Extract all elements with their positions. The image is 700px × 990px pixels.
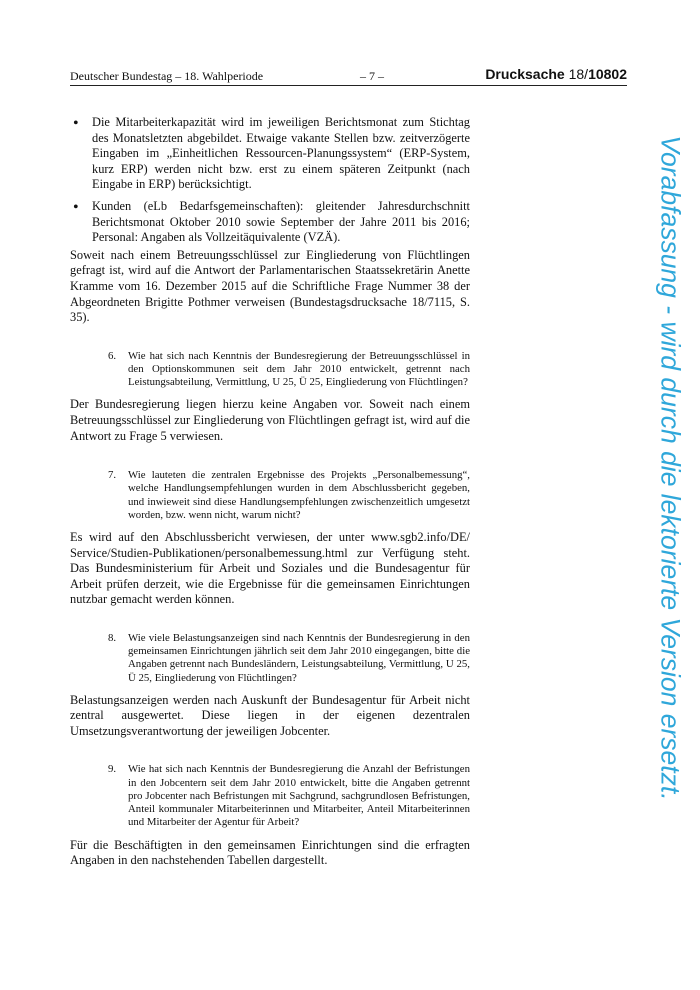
- document-period: 18/: [564, 66, 589, 82]
- bullet-item: [70, 199, 470, 246]
- question-number: 9.: [108, 763, 117, 776]
- bullet-item: [70, 115, 470, 193]
- bullet-icon: •: [73, 198, 79, 216]
- question-8: [108, 632, 470, 685]
- page-body: [70, 115, 470, 869]
- question-text: Wie viele Belastungsanzeigen sind nach Kenntnis der Bundesregierung in den gemeinsamen Einrichtungen jährlich seit dem Jahr 2010 eingegangen, bitte die Angaben getrennt nach Bundesländern, Leistungsabteilung, Vermittlung, U 25, Ü 25, Eingliederung von Flüchtlingen?: [128, 631, 470, 684]
- paragraph: Soweit nach einem Betreuungsschlüssel zur Eingliederung von Flüchtlingen gefragt ist, wird auf die Antwort der Parlamentarischen Staatssekretärin Anette Kramme vom 16. Dezember 2015 auf die Schriftliche Frage Nummer 38 der Abgeordneten Brigitte Pothmer verweisen (Bundestagsdrucksache 18/7115, S. 35).: [70, 247, 470, 325]
- page-number: – 7 –: [360, 69, 384, 83]
- document-id: 10802: [588, 66, 627, 82]
- question-number: 6.: [108, 349, 117, 362]
- question-9: [108, 763, 470, 829]
- draft-watermark: Vorabfassung - wird durch die lektorierte Version ersetzt.: [655, 135, 686, 801]
- page-header: [70, 67, 627, 86]
- question-6: [108, 350, 470, 390]
- answer-8: Belastungsanzeigen werden nach Auskunft der Bundesagentur für Arbeit nicht zentral ausgewertet. Diese liegen in der eigenen dezentralen Umsetzungsverantwortung der jeweiligen Jobcenter.: [70, 692, 470, 738]
- question-number: 8.: [108, 631, 117, 644]
- question-7: [108, 469, 470, 522]
- header-parliament: Deutscher Bundestag – 18. Wahlperiode: [70, 69, 264, 83]
- bullet-text: Die Mitarbeiterkapazität wird im jeweiligen Berichtsmonat zum Stichtag des Monatsletzten abgebildet. Etwaige vakante Stellen bzw. zeitverzögerte Eingaben im „Einheitlichen Ressourcen-Planungssystem“ (ERP-System, kurz ERP) werden nicht bzw. erst zu einem späteren Zeitpunkt (nach Eingabe in ERP) berücksichtigt.: [92, 115, 470, 192]
- document-label: Drucksache: [485, 66, 565, 82]
- question-text: Wie hat sich nach Kenntnis der Bundesregierung die Anzahl der Befristungen in den Jobcentern seit dem Jahr 2010 entwickelt, bitte die Angaben getrennt pro Jobcenter nach Befristungen mit Sachgrund, sachgrundlosen Befristungen, Anteil kommunaler Mitarbeiterinnen und Mitarbeiter, Anteil Mitarbeiterinnen und Mitarbeiter der Agentur für Arbeit?: [128, 763, 470, 829]
- answer-6: Der Bundesregierung liegen hierzu keine Angaben vor. Soweit nach einem Betreuungsschlüssel zur Eingliederung von Flüchtlingen gefragt ist, wird auf die Antwort zu Frage 5 verwiesen.: [70, 397, 470, 443]
- question-number: 7.: [108, 469, 117, 482]
- bullet-icon: •: [73, 115, 79, 132]
- question-text: Wie hat sich nach Kenntnis der Bundesregierung der Betreuungsschlüssel in den Optionskommunen seit dem Jahr 2010 entwickelt, getrennt nach Leistungsabteilung, Vermittlung, U 25, Ü 25, Eingliederung von Flüchtlingen?: [128, 349, 470, 389]
- answer-9: Für die Beschäftigten in den gemeinsamen Einrichtungen sind die erfragten Angaben in den nachstehenden Tabellen dargestellt.: [70, 837, 470, 868]
- question-text: Wie lauteten die zentralen Ergebnisse des Projekts „Personalbemessung“, welche Handlungsempfehlungen wurden in dem Abschlussbericht gegeben, und inwieweit sind diese Handlungsempfehlungen zwischenzeitlich umgesetzt worden, bzw. wenn nicht, warum nicht?: [128, 469, 470, 521]
- document-number: [485, 66, 627, 82]
- answer-7: Es wird auf den Abschlussbericht verwiesen, der unter www.sgb2.info/DE/ Service/Studien-Publikationen/personalbemessung.html zur Verfügung steht. Das Bundesministerium für Arbeit und Soziales und die Bundesagentur für Arbeit prüfen derzeit, wie die Ergebnisse für die gemeinsamen Einrichtungen nutzbar gemacht werden können.: [70, 529, 470, 607]
- bullet-text: Kunden (eLb Bedarfsgemeinschaften): gleitender Jahresdurchschnitt Berichtsmonat Oktober 2010 sowie September der Jahre 2011 bis 2016; Personal: Angaben als Vollzeitäquivalente (VZÄ).: [92, 198, 470, 245]
